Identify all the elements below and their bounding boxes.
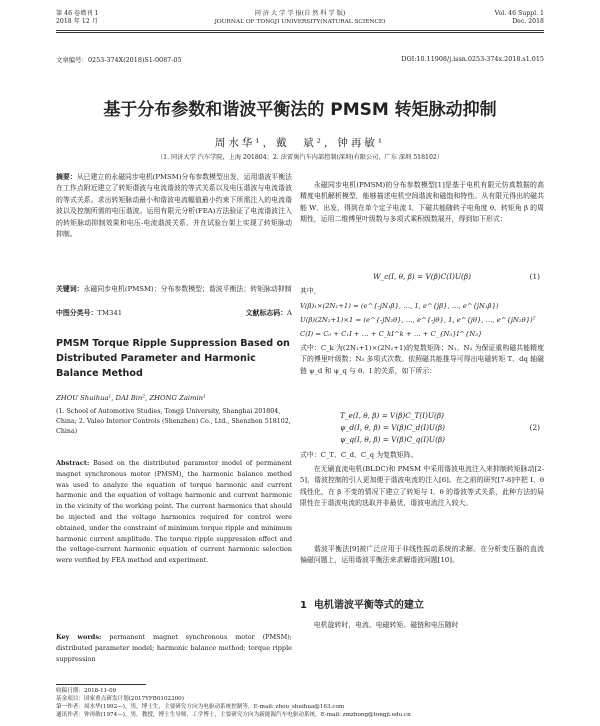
volume-en: Vol. 46 Suppl. 1 — [494, 10, 544, 17]
equation-u: U(β)(2N₂+1)×1 = (e^{-jN₂θ}, …, e^{-jθ}, 1, e^{jθ}, …, e^{jN₂θ})ᵀ — [300, 316, 536, 324]
classification — [56, 308, 292, 319]
header-rule — [56, 30, 544, 31]
keywords-en-text: permanent magnet synchronous motor (PMSM); distributed parameter model; harmonic balance method; torque ripple suppression — [56, 633, 292, 663]
equation-c: C(I) = C₀ + C₁I + … + C_kI^k + … + C_{N₃}I^{N₃} — [300, 330, 483, 338]
intro-paragraph-5: 谐波平衡法[9]被广泛应用于非线性振动系统的求解。在分析变压器的直流偏磁问题上，运用谐波平衡法来求解谐波问题[10]。 — [300, 545, 544, 565]
header-center — [150, 10, 450, 26]
where-label: 其中， — [300, 287, 321, 295]
footnote-rule — [56, 684, 146, 685]
footnotes — [56, 687, 544, 719]
equation-2b: ψ_d(I, θ, β) = V(β)C_d(I)U(β) — [340, 423, 445, 432]
intro-paragraph-1: 永磁同步电机(PMSM)的分布参数模型[1]是基于电机有限元仿真数据的高精度电机解析模型，能够描述电机空间谐波和磁饱和特性。从有限元得出的磁共能 W、出发，得到在单个定子电流 I、下磁共能随转子电角度 θ、转矩角 β 的周期性，运用二维傅里叶级数与多项式乘积级数展开，得到如下形式： — [300, 181, 544, 224]
intro-paragraph-2: 式中：C_k 为(2N₁+1)×(2N₂+1)的复数矩阵；N₁、N₂ 为保证重构磁共能精度下的傅里叶级数；N₃ 多项式次数。依照磁共能推导可得出电磁转矩 T、dq 轴磁链 ψ_d 和 ψ_q 与 θ、I 的关系，如下所示： — [300, 344, 544, 375]
header-rule-2 — [56, 32, 544, 33]
received-date: 收稿日期：2018-11-09 — [56, 688, 117, 694]
section-heading — [300, 596, 544, 611]
doc-code-value: A — [287, 309, 292, 317]
title-en: PMSM Torque Ripple Suppression Based on Distributed Parameter and Harmonic Balance Method — [56, 338, 290, 379]
class-label: 中图分类号： — [56, 309, 98, 317]
doc-code-label: 文献标志码： — [245, 309, 288, 317]
date-en: Dec. 2018 — [512, 18, 544, 25]
corresponding-author-info: 通讯作者：钟再敏(1974—)，男，教授，博士生导师，工学博士，主要研究方向为新能源汽车电驱动系统。E-mail: zmzhong@tongji.edu.cn — [56, 712, 411, 718]
journal-name-cn: 同 济 大 学 学 报(自 然 科 学 版) — [254, 10, 346, 17]
volume-info: 第 46 卷增刊 1 — [56, 10, 99, 17]
abstract-cn-text: 从已建立的永磁同步电机(PMSM)分布参数模型出发，运用谐波平衡法在工作点附近建立了转矩谐波与电流谐波的等式关系以及电压谐波与电流谐波的等式关系。求出转矩脉动最小和谐波电流幅值最小约束下所需注入的电流谐波以及控制所需的电压谐波。运用有限元分析(FEA)方法验证了电流谐波注入的转矩脉动抑制效果和电压-电流谐波关系，并在试验台架上实现了转矩脉动抑制。 — [56, 173, 293, 239]
class-value: TM341 — [97, 309, 123, 317]
issue-date: 2018 年 12 月 — [56, 18, 98, 25]
section-paragraph-1: 电机旋转时，电流、电磁转矩、磁链和电压随时 — [313, 621, 459, 629]
equation-2c: ψ_q(I, θ, β) = V(β)C_q(I)U(β) — [340, 435, 445, 444]
equation-2 — [300, 410, 544, 446]
header-right — [495, 10, 544, 26]
intro-paragraph-3: 式中：C_T、C_d、C_q 为复数矩阵。 — [300, 451, 418, 459]
section-number: 1 — [300, 600, 307, 611]
equation-2-number: (2) — [529, 423, 540, 432]
authors-en: ZHOU Shuihua¹, DAI Bin², ZHONG Zaimin¹ — [56, 394, 206, 402]
intro-paragraph-4: 在无刷直流电机(BLDC)和 PMSM 中采用谐波电流注入来抑制转矩脉动[2-5]，谐波控制的引入更加便于谐波电流的注入[6]。在之前的研究[7-8]中把 I、θ 线性化，在 β 不变的情况下建立了转矩与 I、θ 的谐波等式关系，此种方法的局限性在于谐波电流的选取并非最优，谐波电流注入较大。 — [300, 465, 544, 508]
doi: DOI:10.11908/j.issn.0253-374x.2018.s1.015 — [401, 55, 544, 63]
keywords-cn-text: 永磁同步电机(PMSM)；分布参数模型；谐波平衡法；转矩脉动抑制 — [83, 285, 292, 293]
abstract-cn-label: 摘要： — [56, 173, 77, 181]
fund-info: 基金项目：国家重点研发计划(2017YFB0102300) — [56, 696, 184, 702]
journal-name-en: JOURNAL OF TONGJI UNIVERSITY(NATURAL SCIENCE) — [214, 19, 386, 25]
abstract-en-text: Based on the distributed parameter model of permanent magnet synchronous motor (PMSM), the harmonic balance method was used to analyze the equation of torque harmonic and current harmonic and the equation of voltage harmonic and current harmonic in the vicinity of the working point. The current harmonics that should be injected and the voltage harmonics required for control were obtained, under the constraint of minimum torque ripple and minimum harmonic current amplitude. The torque ripple suppression effect and the voltage-current harmonic equation of current harmonic selection were verified by FEA method and experiment. — [56, 459, 292, 565]
equation-1-body: W_c(I, θ, β) = V(β)C(I)U(β) — [373, 272, 471, 281]
keywords-cn — [56, 284, 292, 295]
abstract-en — [56, 458, 292, 566]
keywords-cn-label: 关键词： — [56, 285, 84, 293]
equation-1-number: (1) — [529, 272, 540, 281]
equation-2a: T_e(I, θ, β) = V(β)C_T(I)U(β) — [340, 411, 444, 420]
abstract-cn — [56, 172, 292, 240]
equation-v: V(β)₁×(2N₁+1) = (e^{-jN₁β}, …, 1, e^{jβ}, …, e^{jN₁β}) — [300, 302, 499, 310]
header-left — [56, 10, 98, 26]
affiliation-cn: （1. 同济大学 汽车学院，上海 201804；2. 法雷奥汽车内部控制(深圳)有限公司，广东 深圳 518102） — [156, 154, 444, 161]
equation-1 — [300, 271, 544, 283]
section-title: 电机谐波平衡等式的建立 — [313, 600, 424, 611]
first-author-info: 第一作者：周水华(1992—)，男，博士生，主要研究方向为电驱动系统控制等。E-mail: zhou_shuihua@163.com — [56, 704, 345, 710]
authors-cn: 周水华¹，戴 斌²，钟再敏¹ — [214, 137, 386, 149]
affiliation-en: (1. School of Automotive Studies, Tongji University, Shanghai 201804, China; 2. Valeo Interior Controls (Shenzhen) Co., Ltd., Shenzhen 518102, China) — [56, 408, 291, 435]
keywords-en — [56, 632, 292, 664]
keywords-en-label: Key words: — [56, 633, 102, 641]
article-number: 文章编号：0253-374X(2018)S1-0087-05 — [56, 56, 182, 64]
page-title: 基于分布参数和谐波平衡法的 PMSM 转矩脉动抑制 — [103, 100, 497, 120]
abstract-en-label: Abstract: — [56, 459, 90, 467]
